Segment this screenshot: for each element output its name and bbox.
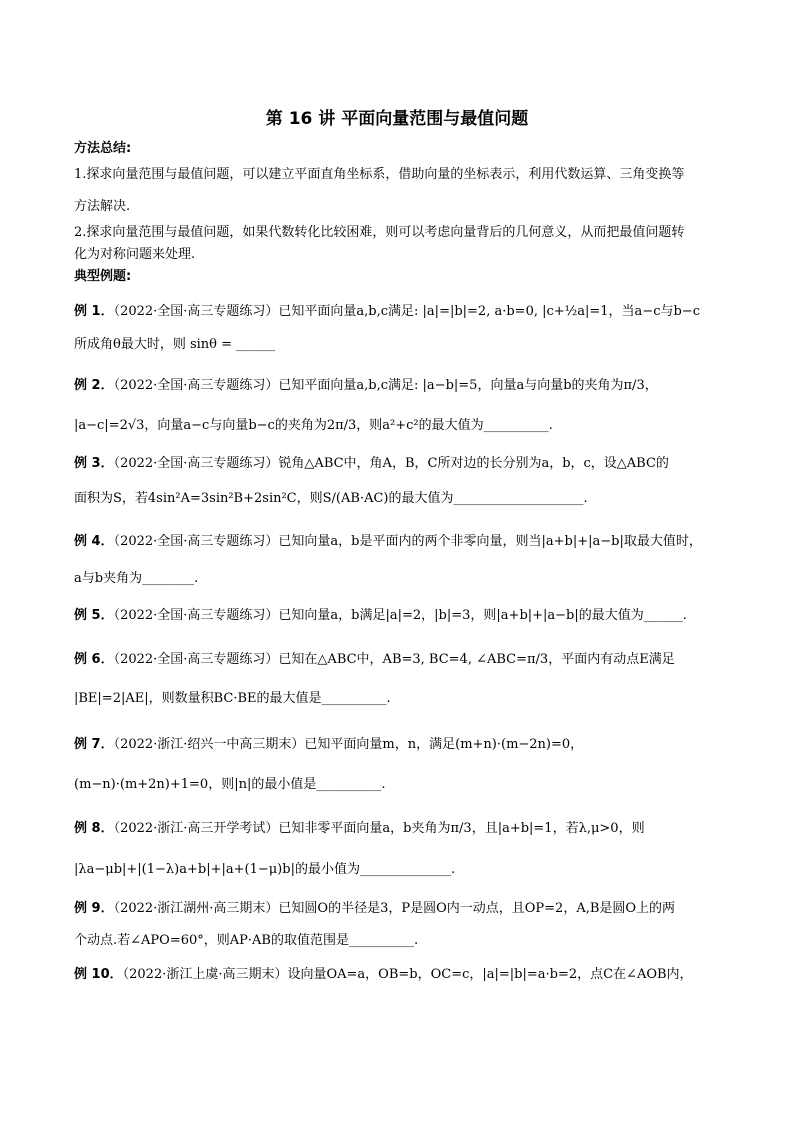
example-4-line-2: a与b夹角为________. bbox=[74, 571, 199, 586]
example-label: 例 9． bbox=[74, 901, 114, 916]
example-label: 例 1． bbox=[74, 304, 114, 319]
example-3-line-2: 面积为S，若4sin²A=3sin²B+2sin²C，则S/(AB·AC)的最大值为____________________. bbox=[74, 491, 588, 506]
example-8-line-2: |λa−μb|+|(1−λ)a+b|+|a+(1−μ)b|的最小值为______________. bbox=[74, 862, 456, 877]
example-10-line-1: 例 10．（2022·浙江上虞·高三期末）设向量OA=a，OB=b，OC=c，|a|=|b|=a·b=2，点C在∠AOB内， bbox=[74, 967, 693, 982]
example-6-line-2: |BE|=2|AE|，则数量积BC·BE的最大值是__________. bbox=[74, 691, 391, 706]
example-2-line-1: 例 2．（2022·全国·高三专题练习）已知平面向量a,b,c满足: |a−b|=5，向量a与向量b的夹角为π/3， bbox=[74, 378, 658, 393]
example-3-line-1: 例 3．（2022·全国·高三专题练习）锐角△ABC中，角A，B，C所对边的长分别为a，b，c，设△ABC的 bbox=[74, 456, 669, 471]
page-title: 第 16 讲 平面向量范围与最值问题 bbox=[265, 109, 529, 129]
method-text-1b: 方法解决. bbox=[74, 199, 131, 214]
example-5-line-1: 例 5．（2022·全国·高三专题练习）已知向量a，b满足|a|=2，|b|=3，则|a+b|+|a−b|的最大值为______. bbox=[74, 608, 687, 623]
example-label: 例 10． bbox=[74, 967, 123, 982]
example-label: 例 4． bbox=[74, 534, 114, 549]
example-label: 例 3． bbox=[74, 456, 114, 471]
method-text-1a: 1.探求向量范围与最值问题，可以建立平面直角坐标系，借助向量的坐标表示，利用代数运算、三角变换等 bbox=[74, 167, 685, 182]
example-2-line-2: |a−c|=2√3，向量a−c与向量b−c的夹角为2π/3，则a²+c²的最大值为__________. bbox=[74, 418, 553, 433]
example-7-line-1: 例 7．（2022·浙江·绍兴一中高三期末）已知平面向量m，n，满足(m+n)·(m−2n)=0， bbox=[74, 737, 584, 752]
method-heading: 方法总结: bbox=[74, 141, 132, 156]
example-label: 例 6． bbox=[74, 652, 114, 667]
method-text-2b: 化为对称问题来处理. bbox=[74, 247, 196, 262]
example-label: 例 2． bbox=[74, 378, 114, 393]
examples-heading: 典型例题: bbox=[74, 269, 132, 284]
example-4-line-1: 例 4．（2022·全国·高三专题练习）已知向量a，b是平面内的两个非零向量，则当|a+b|+|a−b|取最大值时， bbox=[74, 534, 702, 549]
example-label: 例 5． bbox=[74, 608, 114, 623]
example-1-line-2: 所成角θ最大时，则 sinθ = ______ bbox=[74, 337, 276, 352]
example-1-line-1: 例 1．（2022·全国·高三专题练习）已知平面向量a,b,c满足: |a|=|b|=2, a·b=0, |c+½a|=1，当a−c与b−c bbox=[74, 304, 700, 319]
example-9-line-2: 个动点.若∠APO=60°，则AP·AB的取值范围是__________. bbox=[74, 933, 419, 948]
example-8-line-1: 例 8．（2022·浙江·高三开学考试）已知非零平面向量a，b夹角为π/3，且|a+b|=1，若λ,μ>0，则 bbox=[74, 821, 645, 836]
example-9-line-1: 例 9．（2022·浙江湖州·高三期末）已知圆O的半径是3，P是圆O内一动点，且OP=2，A,B是圆O上的两 bbox=[74, 901, 676, 916]
example-label: 例 7． bbox=[74, 737, 114, 752]
example-6-line-1: 例 6．（2022·全国·高三专题练习）已知在△ABC中，AB=3, BC=4, ∠ABC=π/3，平面内有动点E满足 bbox=[74, 652, 675, 667]
example-label: 例 8． bbox=[74, 821, 114, 836]
method-text-2a: 2.探求向量范围与最值问题，如果代数转化比较困难，则可以考虑向量背后的几何意义，从而把最值问题转 bbox=[74, 225, 685, 240]
example-7-line-2: (m−n)·(m+2n)+1=0，则|n|的最小值是__________. bbox=[74, 777, 386, 792]
